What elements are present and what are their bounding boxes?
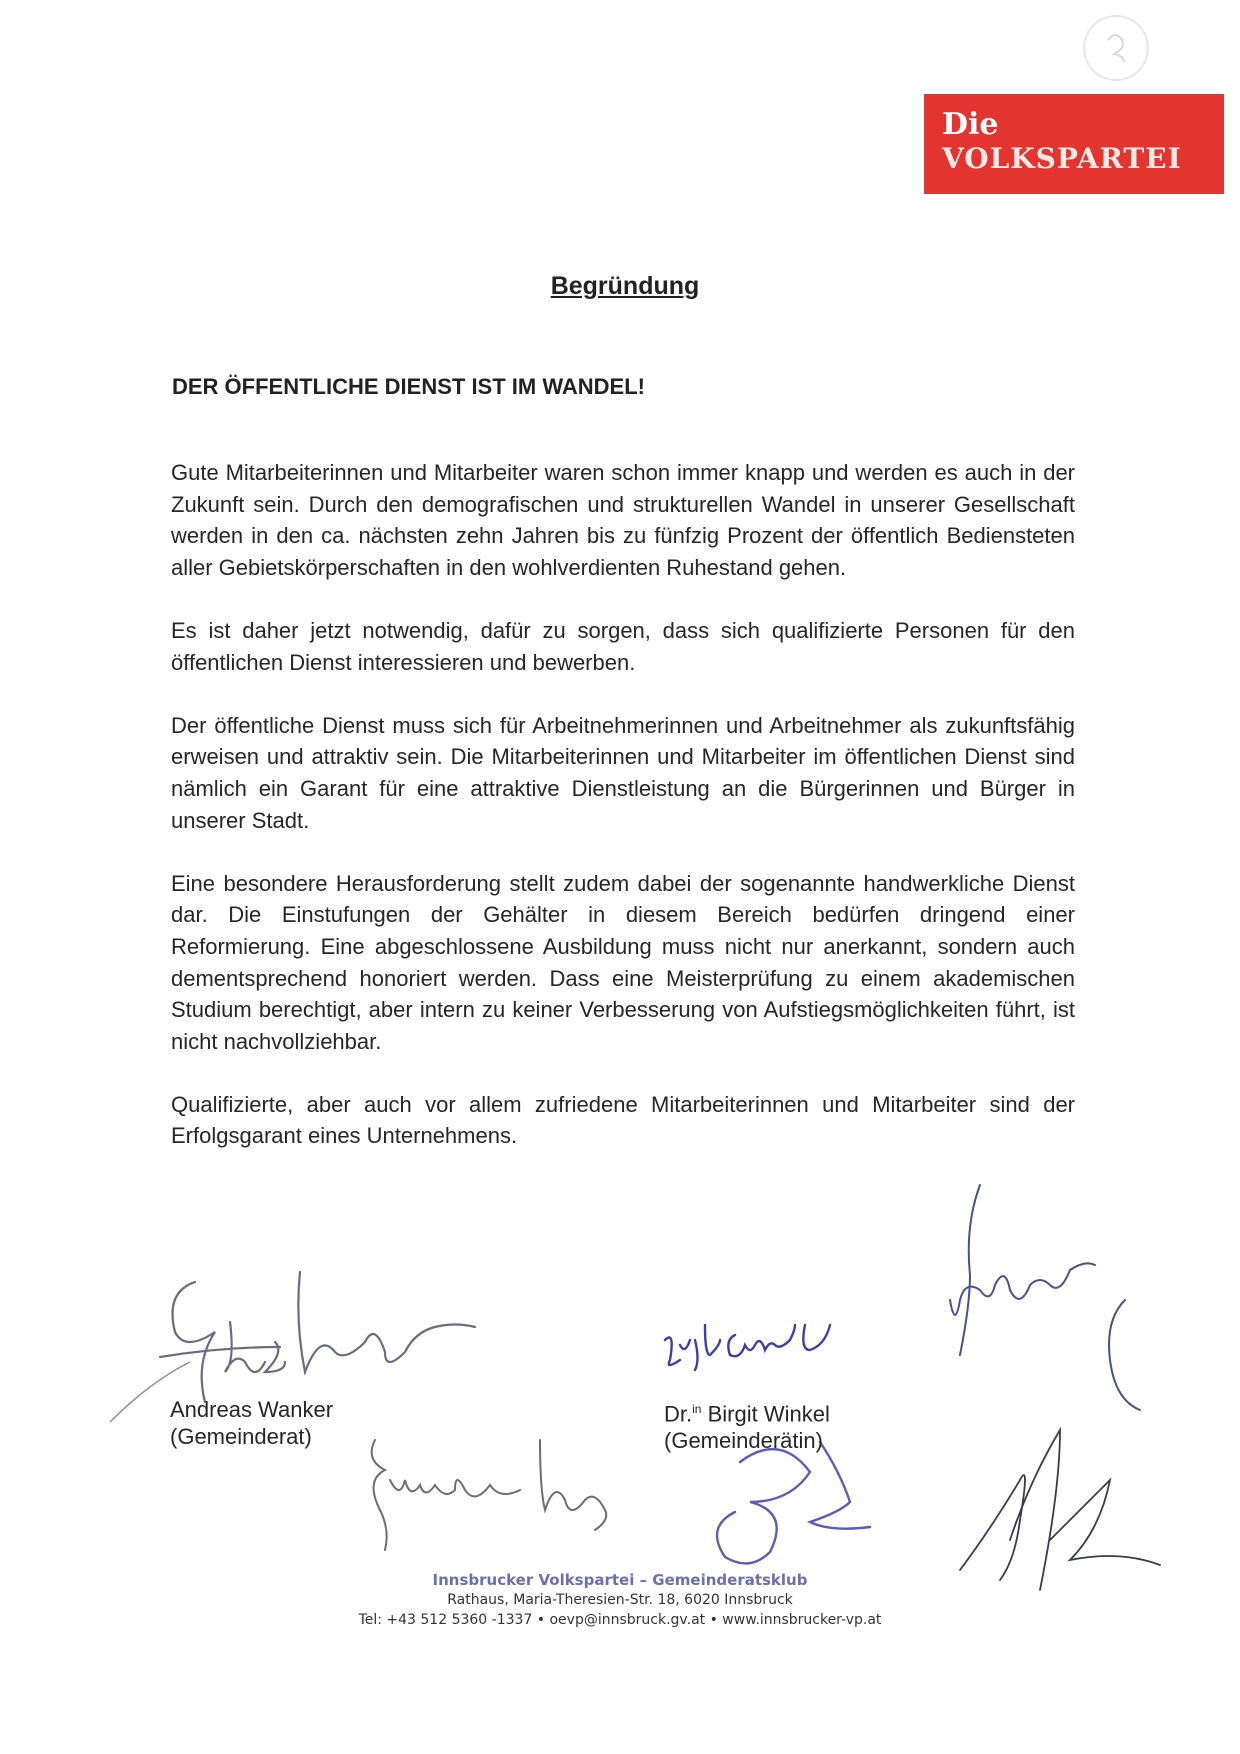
paragraph: Eine besondere Herausforderung stellt zudem dabei der sogenannte handwerkliche Dienst dar. Die Einstufungen der Gehälter in diesem Bereich bedürfen dringend einer Reformierung. Eine abgeschlossene Ausbildung muss nicht nur anerkannt, sondern auch dementsprechend honoriert werden. Dass eine Meisterprüfung zu einem akademischen Studium berechtigt, aber intern zu keiner Verbesserung von Aufstiegsmöglichkeiten führt, ist nicht nachvollziehbar.: [171, 870, 1075, 1054]
signature-bottom-center: [360, 1430, 630, 1560]
signature-top-right: [920, 1180, 1165, 1420]
signer-andreas-wanker: [170, 1396, 333, 1450]
logo-line-1: Die: [942, 107, 999, 142]
body-text: [171, 457, 1075, 1184]
logo-line-2: VOLKSPARTEI: [942, 142, 1182, 175]
paragraph: Gute Mitarbeiterinnen und Mitarbeiter waren schon immer knapp und werden es auch in der Zukunft sein. Durch den demografischen und strukturellen Wandel in unserer Gesellschaft werden in den ca. nächsten zehn Jahren bis zu fünfzig Prozent der öffentlich Bediensteten aller Gebietskörperschaften in den wohlverdienten Ruhestand gehen.: [171, 460, 1075, 580]
party-logo: [924, 94, 1224, 194]
signature-birgit-winkel: [655, 1320, 855, 1380]
paragraph: Qualifizierte, aber auch vor allem zufriedene Mitarbeiterinnen und Mitarbeiter sind der Erfolgsgarant eines Unternehmens.: [171, 1091, 1075, 1149]
paragraph: Der öffentliche Dienst muss sich für Arbeitnehmerinnen und Arbeitnehmer als zukunftsfähig erweisen und attraktiv sein. Die Mitarbeiterinnen und Mitarbeiter im öffentlichen Dienst sind nämlich ein Garant für eine attraktive Dienstleistung an die Bürgerinnen und Bürger in unserer Stadt.: [171, 712, 1075, 833]
signer-birgit-winkel: [664, 1396, 830, 1454]
footer-address: Rathaus, Maria-Theresien-Str. 18, 6020 Innsbruck: [447, 1592, 793, 1608]
signer-name: Andreas Wanker: [170, 1397, 334, 1422]
footer-contact: Tel: +43 512 5360 -1337 • oevp@innsbruck.gv.at • www.innsbrucker-vp.at: [358, 1612, 882, 1628]
signer-title-sup: in: [692, 1402, 702, 1416]
section-heading: DER ÖFFENTLICHE DIENST IST IM WANDEL!: [172, 374, 645, 399]
signer-name-line: [664, 1396, 830, 1427]
letterhead-footer: [0, 1570, 1240, 1630]
page-title: Begründung: [550, 272, 700, 300]
received-stamp: [1078, 10, 1154, 86]
signer-title: Dr.: [664, 1401, 693, 1427]
footer-org: Innsbrucker Volkspartei – Gemeinderatsklub: [432, 1571, 808, 1589]
signer-name: Birgit Winkel: [701, 1401, 830, 1427]
paragraph: Es ist daher jetzt notwendig, dafür zu sorgen, dass sich qualifizierte Personen für den öffentlichen Dienst interessieren und bewerben.: [171, 617, 1075, 675]
signer-role: (Gemeinderätin): [664, 1428, 823, 1454]
signer-role: (Gemeinderat): [170, 1424, 312, 1449]
